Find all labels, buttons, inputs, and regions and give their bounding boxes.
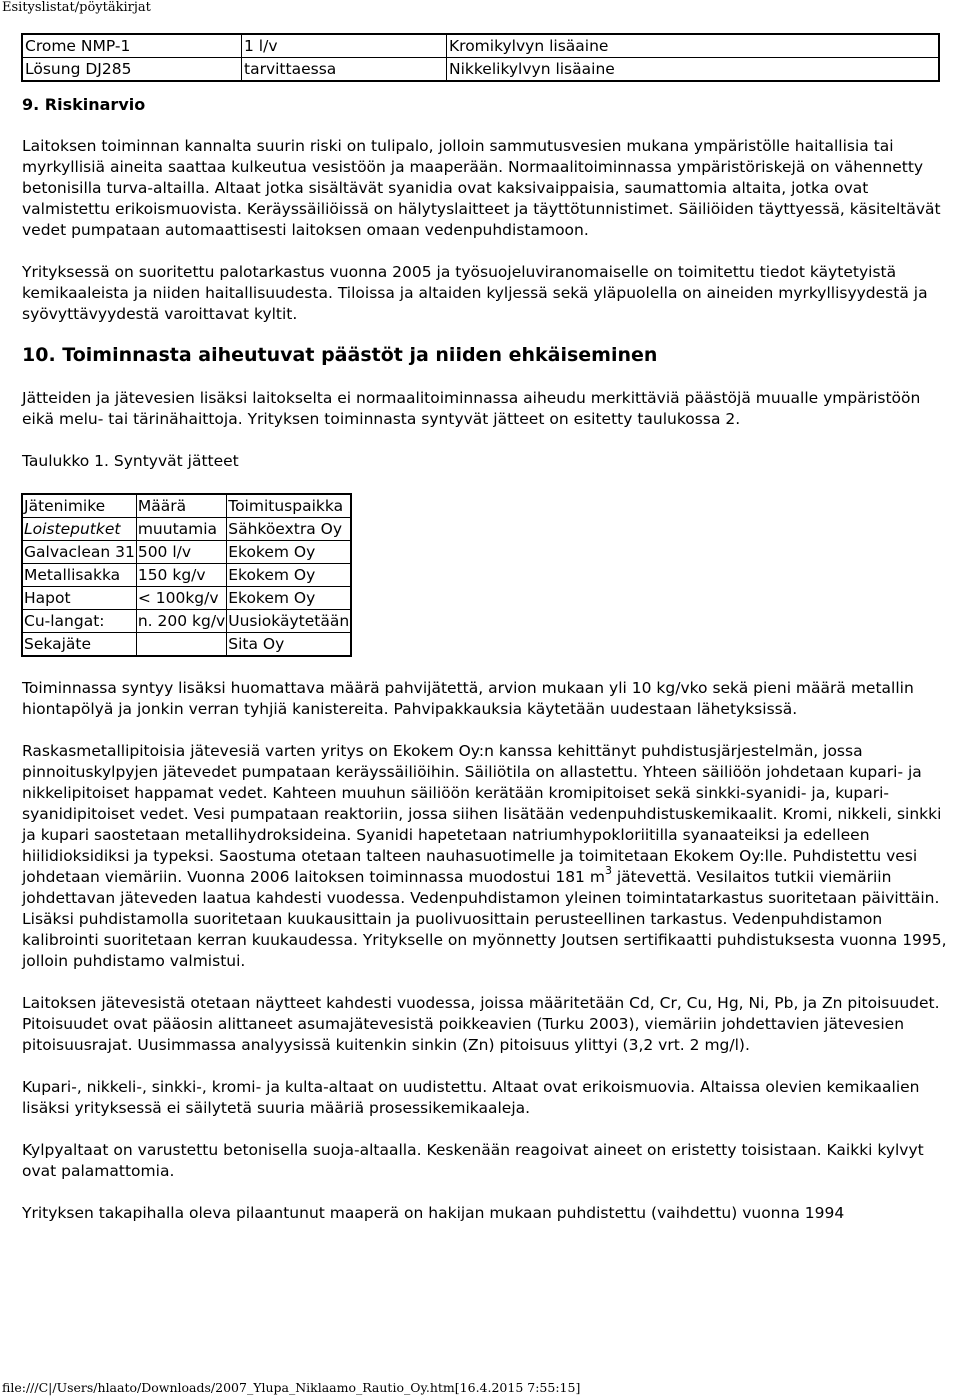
table-cell: Lösung DJ285 [22, 58, 242, 82]
section-10-paragraph-5: Kupari-, nikkeli-, sinkki-, kromi- ja kulta-altaat on uudistettu. Altaat ovat erikoismuovia. Altaissa olevien kemikaalien lisäksi yrityksessä ei säilytetä suuria määriä prosessikemikaaleja. [22, 1078, 920, 1117]
table-caption: Taulukko 1. Syntyvät jätteet [22, 452, 239, 470]
table-cell: Ekokem Oy [227, 587, 351, 610]
table-cell: tarvittaessa [242, 58, 447, 82]
table-cell: n. 200 kg/v [136, 610, 226, 633]
section-9-heading: 9. Riskinarvio [22, 95, 146, 114]
table-cell: Sekajäte [22, 633, 136, 657]
italic-text: Loisteputket [24, 520, 121, 538]
section-9-paragraph-2: Yrityksessä on suoritettu palotarkastus vuonna 2005 ja työsuojeluviranomaiselle on toimitettu tiedot käytetyistä kemikaaleista ja niiden haitallisuudesta. Tiloissa ja altaiden kyljessä sekä yläpuolella on aineiden myrkyllisyydestä ja syövyttävyydestä varoittavat kyltit. [22, 263, 928, 323]
table-cell: Sähköextra Oy [227, 518, 351, 541]
column-header: Toimituspaikka [227, 494, 351, 518]
table-cell: Ekokem Oy [227, 564, 351, 587]
table-cell: Crome NMP-1 [22, 34, 242, 58]
table-cell: muutamia [136, 518, 226, 541]
column-header: Jätenimike [22, 494, 136, 518]
table-cell: Metallisakka [22, 564, 136, 587]
section-10-paragraph-4: Laitoksen jätevesistä otetaan näytteet kahdesti vuodessa, joissa määritetään Cd, Cr, Cu, Hg, Ni, Pb, ja Zn pitoisuudet. Pitoisuudet ovat pääosin alittaneet asumajätevesistä poikkeavien (Turku 2003), viemäriin johdettavien jätevesien pitoisuusrajat. Uusimmassa analyysissä kuitenkin sinkin (Zn) pitoisuus ylittyi (3,2 vrt. 2 mg/l). [22, 994, 940, 1054]
table-cell: Cu-langat: [22, 610, 136, 633]
page-header: Esityslistat/pöytäkirjat [2, 0, 151, 15]
table-cell: 150 kg/v [136, 564, 226, 587]
section-10-paragraph-6: Kylpyaltaat on varustettu betonisella suoja-altaalla. Keskenään reagoivat aineet on eristetty toisistaan. Kaikki kylvyt ovat palamattomia. [22, 1141, 924, 1180]
table-cell: Ekokem Oy [227, 541, 351, 564]
chemical-table [21, 33, 940, 82]
section-10-paragraph-3 [22, 741, 957, 972]
table-row [22, 34, 939, 58]
table-cell: Nikkelikylvyn lisäaine [447, 58, 940, 82]
table-cell: Hapot [22, 587, 136, 610]
table-header-row [22, 494, 351, 518]
table-cell: 1 l/v [242, 34, 447, 58]
table-cell: Galvaclean 31 [22, 541, 136, 564]
table-cell: Sita Oy [227, 633, 351, 657]
table-cell: Kromikylvyn lisäaine [447, 34, 940, 58]
table-cell: 500 l/v [136, 541, 226, 564]
table-row [22, 610, 351, 633]
table-row [22, 633, 351, 657]
section-10-paragraph-2: Toiminnassa syntyy lisäksi huomattava määrä pahvijätettä, arvion mukaan yli 10 kg/vko sekä pieni määrä metallin hiontapölyä ja jonkin verran tyhjiä kanistereita. Pahvipakkauksia käytetään uudestaan lähetyksissä. [22, 679, 914, 718]
table-row [22, 541, 351, 564]
page-footer: file:///C|/Users/hlaato/Downloads/2007_Ylupa_Niklaamo_Rautio_Oy.htm[16.4.2015 7:55:15] [2, 1380, 581, 1395]
table-cell: < 100kg/v [136, 587, 226, 610]
document-body [22, 33, 957, 1224]
table-row [22, 58, 939, 82]
paragraph-text: Raskasmetallipitoisia jätevesiä varten yritys on Ekokem Oy:n kanssa kehittänyt puhdistusjärjestelmän, jossa pinnoituskylpyjen jätevedet pumpataan keräyssäiliöihin. Säiliötila on allastettu. Yhteen säiliöön johdetaan kupari- ja nikkelipitoiset happamat vedet. Kahteen muuhun säiliöön kerätään kromipitoiset sekä sinkki-syanidi- ja, kupari-syanidipitoiset vedet. Vesi pumpataan reaktoriin, jossa siihen lisätään vedenpuhdistuskemikaalit. Kromi, nikkeli, sinkki ja kupari saostetaan metallihydroksideina. Syanidi hapetetaan natriumhypokloriitilla syanaateiksi ja edelleen hiilidioksidiksi ja typeksi. Saostuma otetaan talteen nauhasuotimelle ja toimitetaan Ekokem Oy:lle. Puhdistettu vesi johdetaan viemäriin. Vuonna 2006 laitoksen toiminnassa muodostui 181 m [22, 742, 942, 886]
paragraph-text: jätevettä. Vesilaitos tutkii viemäriin johdettavan jäteveden laatua kahdesti vuodessa. Vedenpuhdistamon yleinen toimintatarkastus suoritetaan päivittäin. Lisäksi puhdistamolla suoritetaan kuukausittain ja puolivuosittain perusteellinen tarkastus. Vedenpuhdistamon kalibrointi suoritetaan kerran kuukaudessa. Yritykselle on myönnetty Joutsen sertifikaatti puhdistuksesta vuonna 1995, jolloin puhdistamo valmistui. [22, 868, 947, 970]
superscript: 3 [604, 863, 612, 877]
table-cell [22, 518, 136, 541]
table-row [22, 587, 351, 610]
section-10-heading: 10. Toiminnasta aiheutuvat päästöt ja niiden ehkäiseminen [22, 344, 658, 366]
waste-table [21, 493, 352, 657]
table-row [22, 518, 351, 541]
table-cell [136, 633, 226, 657]
section-9-paragraph-1: Laitoksen toiminnan kannalta suurin riski on tulipalo, jolloin sammutusvesien mukana ympäristölle haitallisia tai myrkyllisiä aineita saattaa kulkeutua vesistöön ja maaperään. Normaalitoiminnassa ympäristöriskejä on vähennetty betonisilla turva-altailla. Altaat jotka sisältävät syanidia ovat kaksivaippaisia, saumattomia altaita, jotka ovat valmistettu erikoismuovista. Keräyssäiliöissä on hälytyslaitteet ja täyttötunnistimet. Säiliöiden täyttyessä, käsiteltävät vedet pumpataan automaattisesti laitoksen omaan vedenpuhdistamoon. [22, 137, 941, 239]
table-row [22, 564, 351, 587]
section-10-paragraph-7: Yrityksen takapihalla oleva pilaantunut maaperä on hakijan mukaan puhdistettu (vaihdettu) vuonna 1994 [22, 1204, 845, 1222]
section-10-paragraph-1: Jätteiden ja jätevesien lisäksi laitokselta ei normaalitoiminnassa aiheudu merkittäviä päästöjä muualle ympäristöön eikä melu- tai tärinähaittoja. Yrityksen toiminnasta syntyvät jätteet on esitetty taulukossa 2. [22, 389, 921, 428]
table-cell: Uusiokäytetään [227, 610, 351, 633]
column-header: Määrä [136, 494, 226, 518]
